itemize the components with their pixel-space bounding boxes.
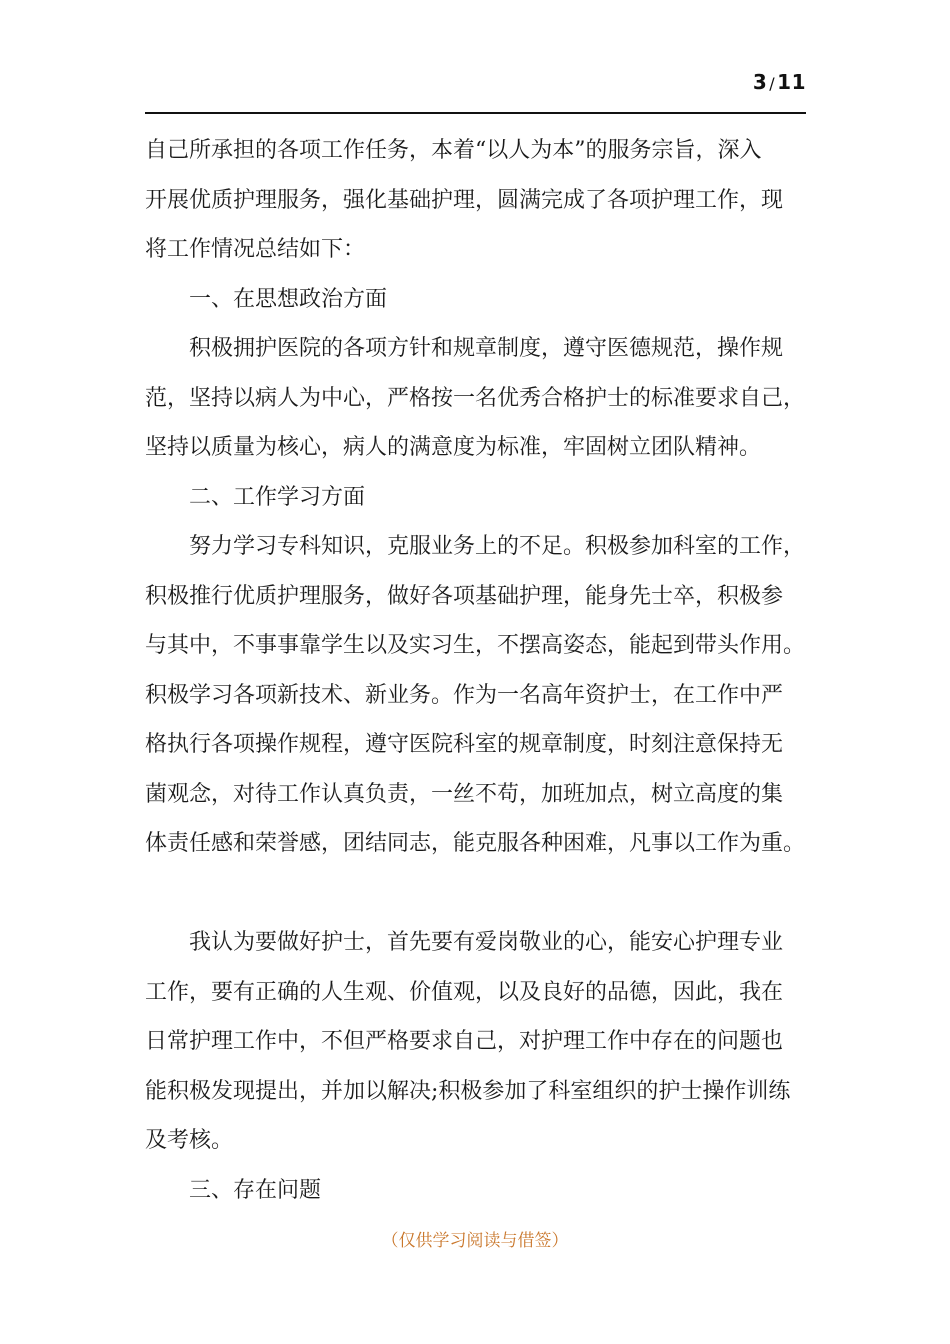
section2-heading: 二、工作学习方面 [189, 484, 366, 510]
document-body [145, 126, 807, 1215]
section-heading [145, 473, 807, 523]
section2b-paragraph [145, 918, 807, 1166]
text-line: 努力学习专科知识，克服业务上的不足。积极参加科室的工作， [189, 534, 806, 559]
text-line: 体责任感和荣誉感，团结同志，能克服各种困难，凡事以工作为重。 [145, 831, 806, 856]
page-number [753, 70, 806, 94]
section3-heading: 三、存在问题 [189, 1177, 322, 1203]
text-line: 与其中，不事事靠学生以及实习生，不摆高姿态，能起到带头作用。 [145, 633, 806, 658]
text-line: 积极推行优质护理服务，做好各项基础护理，能身先士卒，积极参 [145, 583, 784, 609]
section-heading [145, 1166, 807, 1216]
page-separator: / [769, 74, 776, 93]
text-line: 自己所承担的各项工作任务，本着“以人为本”的服务宗旨，深入 [145, 138, 762, 163]
section1-paragraph [145, 324, 807, 473]
text-line: 日常护理工作中，不但严格要求自己，对护理工作中存在的问题也 [145, 1029, 784, 1054]
total-pages: 11 [777, 70, 806, 94]
text-line: 积极拥护医院的各项方针和规章制度，遵守医德规范，操作规 [189, 336, 784, 361]
text-line: 将工作情况总结如下： [145, 237, 366, 262]
text-line: 格执行各项操作规程，遵守医院科室的规章制度，时刻注意保持无 [145, 732, 784, 757]
text-line: 我认为要做好护士，首先要有爱岗敬业的心，能安心护理专业 [189, 930, 784, 955]
text-line: 能积极发现提出，并加以解决;积极参加了科室组织的护士操作训练 [145, 1078, 791, 1104]
current-page: 3 [752, 70, 768, 94]
text-line: 工作，要有正确的人生观、价值观，以及良好的品德，因此，我在 [145, 979, 784, 1005]
paragraph-gap [145, 869, 807, 919]
text-line: 范，坚持以病人为中心，严格按一名优秀合格护士的标准要求自己， [145, 385, 806, 411]
text-line: 开展优质护理服务，强化基础护理，圆满完成了各项护理工作，现 [145, 187, 784, 213]
text-line: 坚持以质量为核心，病人的满意度为标准，牢固树立团队精神。 [145, 435, 762, 460]
text-line: 及考核。 [145, 1128, 234, 1153]
intro-paragraph [145, 126, 807, 275]
section1-heading: 一、在思想政治方面 [189, 286, 388, 312]
section2-paragraph [145, 522, 807, 869]
section-heading [145, 275, 807, 325]
footer-note: （仅供学习阅读与借签） [381, 1231, 569, 1251]
text-line: 积极学习各项新技术、新业务。作为一名高年资护士，在工作中严 [145, 682, 784, 708]
text-line: 菌观念，对待工作认真负责，一丝不苟，加班加点，树立高度的集 [145, 781, 784, 807]
header-rule [145, 112, 806, 114]
